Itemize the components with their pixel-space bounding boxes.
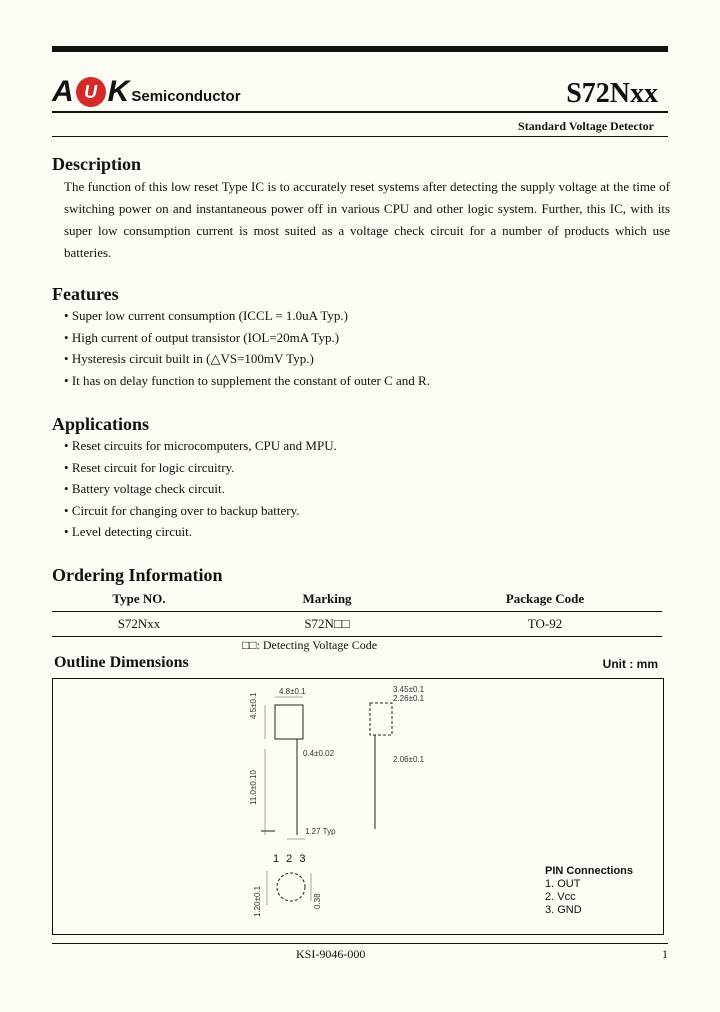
dim-top-width: 4.8±0.1 xyxy=(279,687,306,696)
dim-bottom-b: 0.38 xyxy=(313,893,322,909)
pin-item: 3. GND xyxy=(545,904,582,916)
logo-letter-a: A xyxy=(52,75,74,108)
list-item: • Super low current consumption (ICCL = 1.0uA Typ.) xyxy=(64,305,430,327)
top-rule xyxy=(52,46,668,52)
applications-heading: Applications xyxy=(52,414,150,434)
footer-rule xyxy=(52,943,668,944)
col-type-no: Type NO. xyxy=(112,591,166,606)
ordering-heading: Ordering Information xyxy=(52,565,223,585)
ordering-note: □□: Detecting Voltage Code xyxy=(242,638,378,652)
pin-numbers: 1 2 3 xyxy=(273,853,306,865)
pin-connections xyxy=(545,865,633,917)
description-text: The function of this low reset Type IC is to accurately reset systems after detecting the supply voltage at the time of switching power on and instantaneous power off in various CPU and other logic system. Further, this IC, with its super low consumption current is most suited as a voltage check circuit for a number of products which use batteries. xyxy=(64,179,670,260)
list-item: • Battery voltage check circuit. xyxy=(64,478,337,500)
col-marking: Marking xyxy=(302,591,352,606)
list-item: • Level detecting circuit. xyxy=(64,521,337,543)
list-item: • Hysteresis circuit built in (△VS=100mV Typ.) xyxy=(64,348,430,370)
dim-side-lead: 2.06±0.1 xyxy=(393,755,425,764)
list-item: • It has on delay function to supplement the constant of outer C and R. xyxy=(64,370,430,392)
unit-label: Unit : mm xyxy=(602,657,658,671)
description-heading: Description xyxy=(52,154,141,174)
logo-letter-k: K xyxy=(107,75,130,108)
dim-side-width: 3.45±0.1 xyxy=(393,685,425,694)
outline-heading: Outline Dimensions xyxy=(54,654,189,671)
part-number: S72Nxx xyxy=(566,78,658,109)
features-list xyxy=(64,305,430,391)
col-package-code: Package Code xyxy=(505,591,585,606)
cell-marking: S72N□□ xyxy=(304,616,350,631)
features-heading: Features xyxy=(52,284,119,304)
document-code: KSI-9046-000 xyxy=(296,947,366,961)
table-row xyxy=(52,612,662,637)
list-item: • Circuit for changing over to backup battery. xyxy=(64,500,337,522)
company-logo xyxy=(52,70,241,114)
cell-type-no: S72Nxx xyxy=(117,616,161,631)
cell-package-code: TO-92 xyxy=(527,616,563,631)
document-subtitle: Standard Voltage Detector xyxy=(518,119,654,133)
list-item: • High current of output transistor (IOL=20mA Typ.) xyxy=(64,327,430,349)
dim-side-inner: 2.26±0.1 xyxy=(393,694,425,703)
dim-pitch: 1.27 Typ xyxy=(305,827,336,836)
pin-connections-title: PIN Connections xyxy=(545,865,634,877)
logo-letter-u: U xyxy=(76,77,106,107)
applications-list xyxy=(64,435,337,543)
page-number: 1 xyxy=(662,947,668,961)
subtitle-rule xyxy=(52,136,668,137)
dim-lead-length: 11.0±0.10 xyxy=(249,770,258,805)
outline-drawing-frame xyxy=(52,678,664,935)
list-item: • Reset circuit for logic circuitry. xyxy=(64,457,337,479)
ordering-table xyxy=(52,587,662,637)
list-item: • Reset circuits for microcomputers, CPU and MPU. xyxy=(64,435,337,457)
company-name: Semiconductor xyxy=(131,87,241,105)
dim-lead-width: 0.4±0.02 xyxy=(303,749,335,758)
pin-item: 1. OUT xyxy=(545,878,581,890)
dim-body-height: 4.5±0.1 xyxy=(249,692,258,719)
pin-item: 2. Vcc xyxy=(545,891,576,903)
dim-bottom-a: 1.20±0.1 xyxy=(253,885,262,917)
header-rule xyxy=(52,111,668,113)
